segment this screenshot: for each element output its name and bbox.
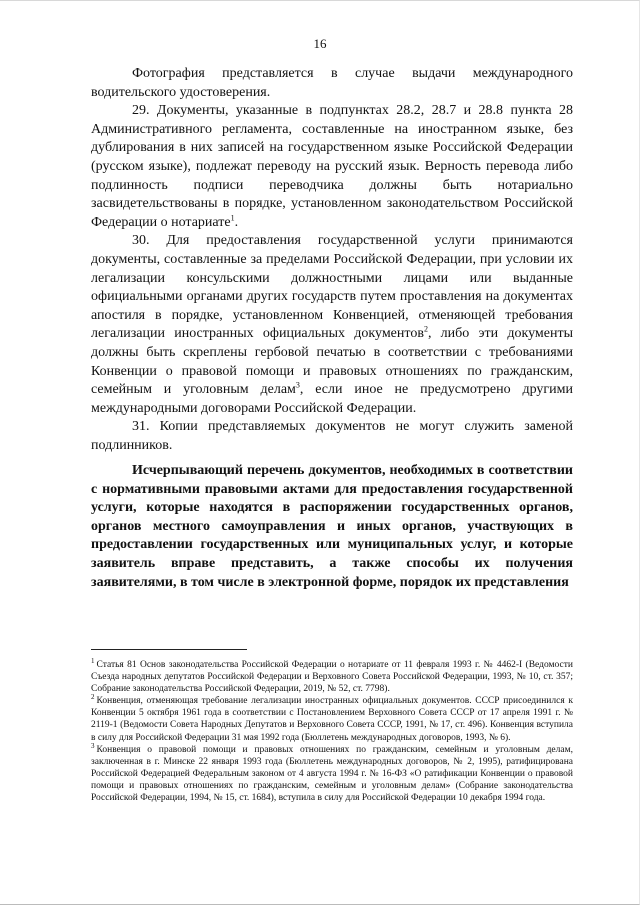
- footnote-1-mark: 1: [91, 656, 95, 665]
- paragraph-29: [91, 102, 573, 232]
- footnote-1-text: Статья 81 Основ законодательства Российской Федерации о нотариате от 11 февраля 1993 г. № 4462-I (Ведомости Съезда народных депутатов Российской Федерации и Верховного Совета Российской Федерации, 1993, № 10, ст. 357; Собрание законодательства Российской Федерации, 2019, № 52, ст. 7798).: [91, 660, 573, 695]
- footnote-3: [91, 741, 573, 804]
- footnote-ref-2[interactable]: 2: [423, 324, 428, 334]
- paragraph-30-part2: , либо эти документы должны быть скреплены гербовой печатью в соответствии с требованиями Конвенции о правовой помощи и правовых отношениях по гражданским, семейным и уголовным делам: [91, 326, 573, 398]
- footnote-3-mark: 3: [91, 741, 95, 750]
- footnote-separator: [91, 649, 247, 650]
- footnote-2: [91, 695, 573, 743]
- paragraph-31-text: 31. Копии представляемых документов не могут служить заменой подлинников.: [91, 419, 573, 453]
- paragraph-30: [91, 232, 573, 418]
- paragraph-30-part1: 30. Для предоставления государственной услуги принимаются документы, составленные за пределами Российской Федерации, при условии их легализации консульскими должностными лицами или выданные официальными органами других государств путем проставления на документах апостиля в порядке, установленном Конвенцией, отменяющей требования легализации иностранных официальных документов: [91, 233, 573, 342]
- paragraph-photo: [91, 65, 573, 102]
- section-heading: Исчерпывающий перечень документов, необходимых в соответствии с нормативными правовыми актами для предоставления государственной услуги, которые находятся в распоряжении государственных органов, органов местного самоуправления и иных органов, участвующих в предоставлении государственных или муниципальных услуг, и которые заявитель вправе представить, а также способы их получения заявителями, в том числе в электронной форме, порядок их представления: [91, 463, 573, 590]
- footnotes: [91, 656, 573, 804]
- paragraph-30-part3: , если иное не предусмотрено другими международными договорами Российской Федерации.: [91, 382, 573, 416]
- paragraph-photo-text: Фотография представляется в случае выдачи международного водительского удостоверения.: [91, 66, 573, 100]
- page-number: 16: [313, 36, 327, 51]
- footnote-2-mark: 2: [91, 693, 95, 702]
- paragraph-31: [91, 418, 573, 455]
- paragraph-29-tail: .: [234, 214, 239, 230]
- footnote-ref-1[interactable]: 1: [230, 213, 235, 223]
- main-text: [91, 65, 573, 455]
- footnote-ref-3[interactable]: 3: [295, 380, 300, 390]
- footnote-1: [91, 656, 573, 695]
- footnote-3-text: Конвенция о правовой помощи и правовых отношениях по гражданским, семейным и уголовным делам, заключенная в г. Минске 22 января 1993 года (Бюллетень международных договоров, № 2, 1995), ратифицирована Российской Федерацией Федеральным законом от 4 августа 1994 г. № 16-ФЗ «О ратификации Конвенции о правовой помощи и правовых отношениях по гражданским, семейным и уголовным делам» (Собрание законодательства Российской Федерации, 1994, № 15, ст. 1684), вступила в силу для Российской Федерации 10 декабря 1994 года.: [91, 744, 573, 804]
- paragraph-29-text: 29. Документы, указанные в подпунктах 28.2, 28.7 и 28.8 пункта 28 Административного регламента, составленные на иностранном языке, без дублирования в них записей на государственном языке Российской Федерации (русском языке), подлежат переводу на русский язык. Верность перевода либо подлинность подписи переводчика должны быть нотариально засвидетельствованы в порядке, установленном законодательством Российской Федерации о нотариате: [91, 103, 573, 230]
- footnote-2-text: Конвенция, отменяющая требование легализации иностранных официальных документов. СССР присоединился к Конвенции 5 октября 1961 года в соответствии с Постановлением Верховного Совета СССР от 17 апреля 1991 г. № 2119-1 (Ведомости Совета Народных Депутатов и Верховного Совета СССР, 1991, № 17, ст. 496). Конвенция вступила в силу для Российской Федерации 31 мая 1992 года (Бюллетень международных договоров, 1993, № 6).: [91, 696, 573, 743]
